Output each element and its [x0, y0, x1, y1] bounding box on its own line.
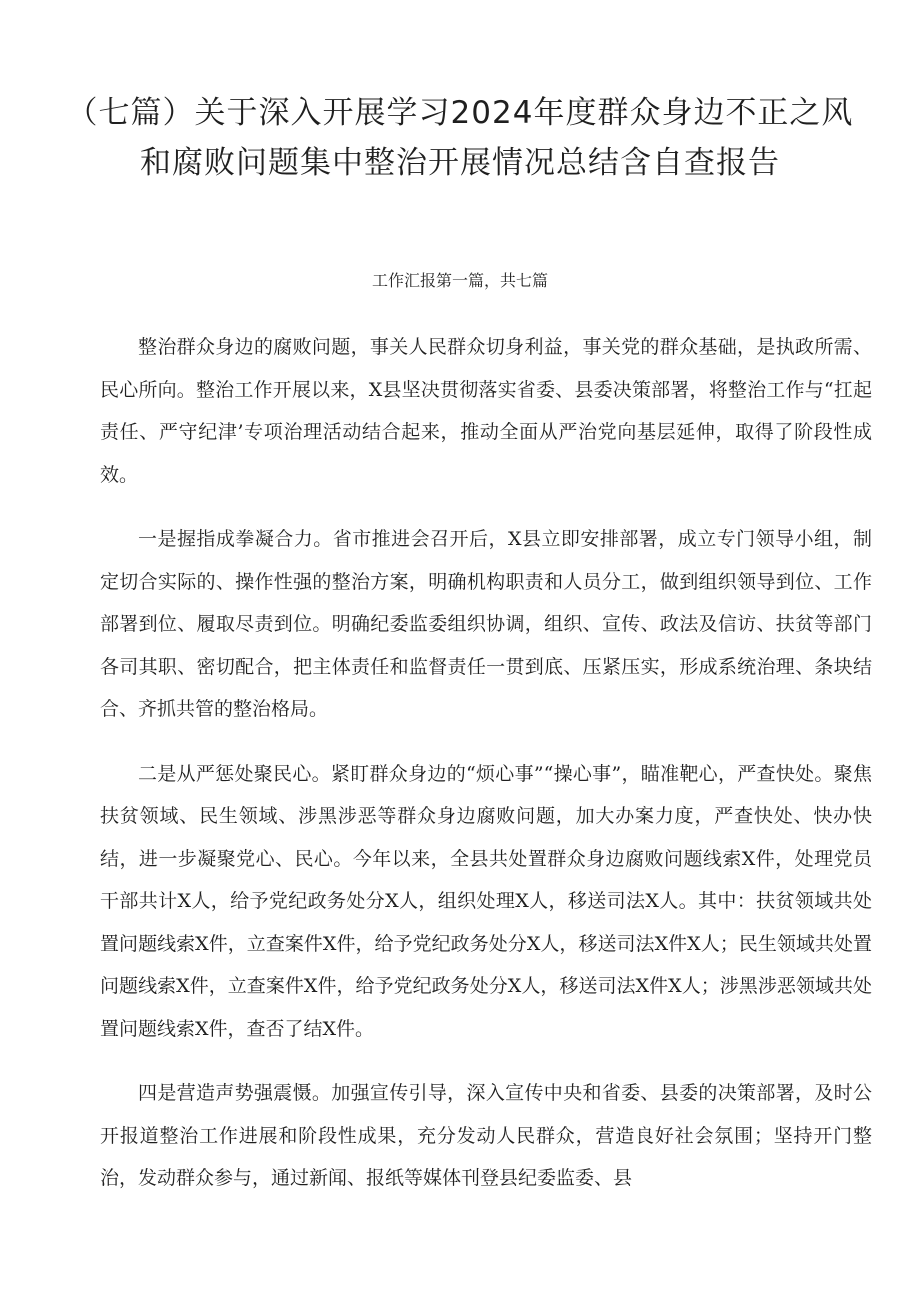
paragraph-four: 四是营造声势强震慑。加强宣传引导，深入宣传中央和省委、县委的决策部署，及时公开报道整治工作进展和阶段性成果，充分发动人民群众，营造良好社会氛围；坚持开门整治，发动群众参与，通过新闻、报纸等媒体刊登县纪委监委、县: [100, 1082, 872, 1189]
paragraph-intro: 整治群众身边的腐败问题，事关人民群众切身利益，事关党的群众基础，是执政所需、民心所向。整治工作开展以来，X县坚决贯彻落实省委、县委决策部署，将整治工作与“扛起责任、严守纪津’专项治理活动结合起来，推动全面从严治党向基层延伸，取得了阶段性成效。: [100, 336, 872, 486]
document-body: [100, 326, 872, 1222]
document-title: （七篇）关于深入开展学习2024年度群众身边不正之风和腐败问题集中整治开展情况总结含自查报告: [66, 95, 854, 181]
paragraph-two: 二是从严惩处聚民心。紧盯群众身边的“烦心事”“操心事”，瞄准靶心，严查快处。聚焦扶贫领域、民生领域、涉黑涉恶等群众身边腐败问题，加大办案力度，严查快处、快办快结，进一步凝聚党心、民心。今年以来，全县共处置群众身边腐败问题线索X件，处理党员干部共计X人，给予党纪政务处分X人，组织处理X人，移送司法X人。其中：扶贫领域共处置问题线索X件，立查案件X件，给予党纪政务处分X人，移送司法X件X人；民生领域共处置问题线索X件，立查案件X件，给予党纪政务处分X人，移送司法X件X人；涉黑涉恶领域共处置问题线索X件，查否了结X件。: [100, 762, 872, 1040]
paragraph-one: 一是握指成拳凝合力。省市推进会召开后，X县立即安排部署，成立专门领导小组，制定切合实际的、操作性强的整治方案，明确机构职责和人员分工，做到组织领导到位、工作部署到位、履取尽责到位。明确纪委监委组织协调，组织、宣传、政法及信访、扶贫等部门各司其职、密切配合，把主体责任和监督责任一贯到底、压紧压实，形成系统治理、条块结合、齐抓共管的整治格局。: [100, 528, 872, 720]
document-subtitle: 工作汇报第一篇，共七篇: [371, 271, 548, 290]
